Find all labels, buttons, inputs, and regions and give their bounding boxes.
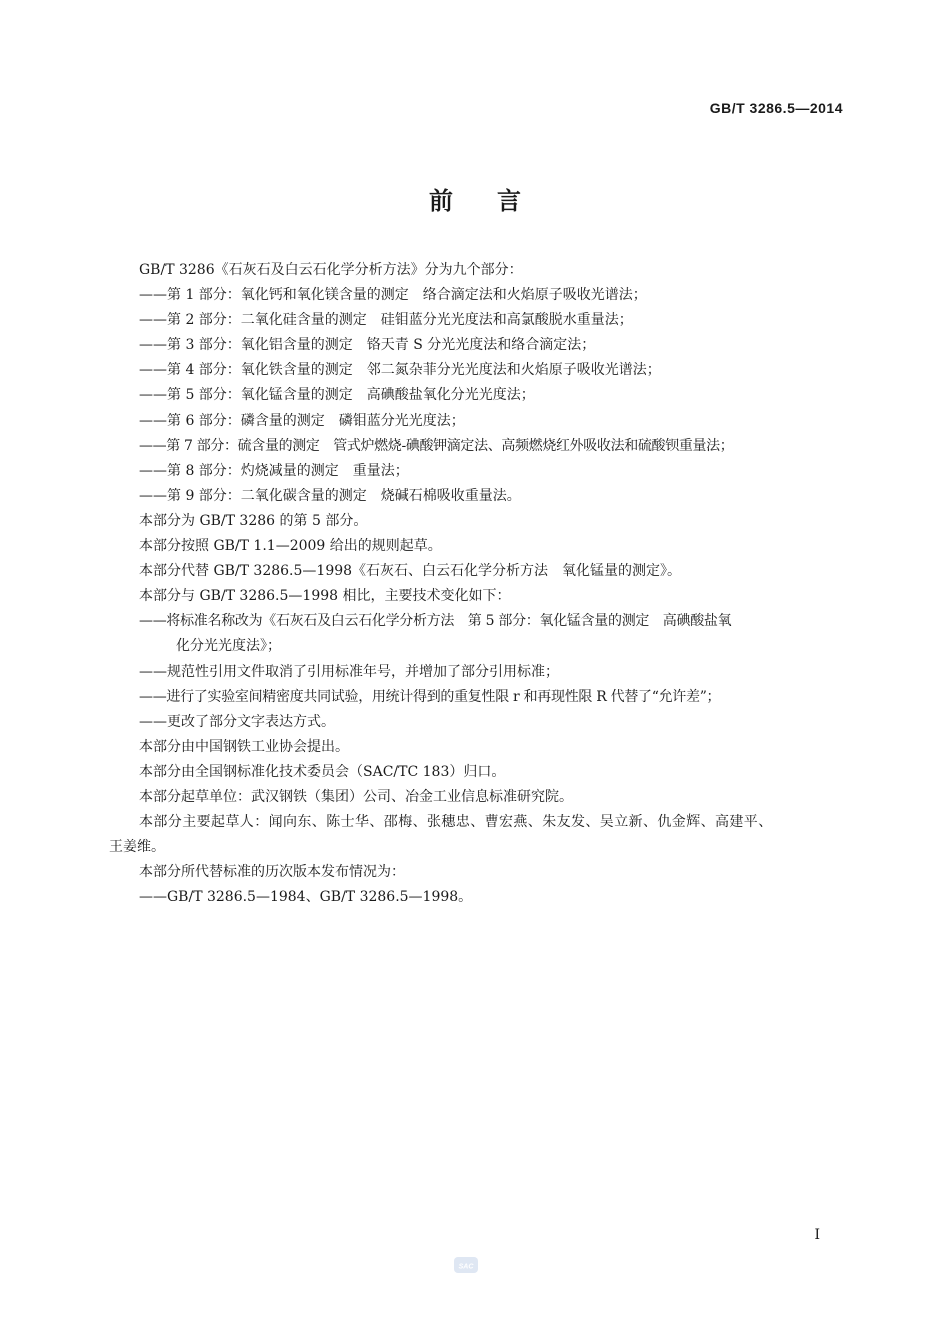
- part-list-item: ——第 2 部分：二氧化硅含量的测定 硅钼蓝分光光度法和高氯酸脱水重量法；: [139, 312, 633, 329]
- paragraph: 本部分由全国钢标准化技术委员会（SAC/TC 183）归口。: [139, 763, 506, 780]
- foreword-body: [109, 258, 847, 910]
- paragraph: 本部分与 GB/T 3286.5—1998 相比，主要技术变化如下：: [139, 588, 511, 605]
- part-list-item: ——第 5 部分：氧化锰含量的测定 高碘酸盐氧化分光光度法；: [139, 387, 535, 404]
- paragraph: 本部分代替 GB/T 3286.5—1998《石灰石、白云石化学分析方法 氧化锰量的测定》。: [139, 563, 682, 580]
- part-list-item: ——第 1 部分：氧化钙和氧化镁含量的测定 络合滴定法和火焰原子吸收光谱法；: [139, 287, 647, 304]
- change-list-item: ——进行了实验室间精密度共同试验，用统计得到的重复性限 r 和再现性限 R 代替了“允许差”；: [139, 688, 721, 705]
- page-number: I: [814, 1227, 820, 1243]
- change-list-item-continued: 化分光光度法》；: [176, 638, 281, 655]
- sac-logo-icon: [453, 1254, 479, 1276]
- part-list-item: ——第 9 部分：二氧化碳含量的测定 烧碱石棉吸收重量法。: [139, 487, 521, 504]
- standard-number: GB/T 3286.5—2014: [709, 100, 843, 116]
- drafters-paragraph-continued: 王姜维。: [109, 839, 165, 856]
- paragraph: 本部分按照 GB/T 1.1—2009 给出的规则起草。: [139, 538, 442, 555]
- part-list-item: ——第 6 部分：磷含量的测定 磷钼蓝分光光度法；: [139, 412, 465, 429]
- drafters-paragraph: 本部分主要起草人：闻向东、陈士华、邵梅、张穗忠、曹宏燕、朱友发、吴立新、仇金辉、高建平、: [139, 814, 773, 831]
- paragraph: 本部分为 GB/T 3286 的第 5 部分。: [139, 512, 368, 529]
- version-history-item: ——GB/T 3286.5—1984、GB/T 3286.5—1998。: [139, 889, 473, 906]
- paragraph: 本部分起草单位：武汉钢铁（集团）公司、冶金工业信息标准研究院。: [139, 788, 573, 805]
- part-list-item: ——第 4 部分：氧化铁含量的测定 邻二氮杂菲分光光度法和火焰原子吸收光谱法；: [139, 362, 661, 379]
- paragraph: 本部分由中国钢铁工业协会提出。: [139, 738, 349, 755]
- change-list-item: ——更改了部分文字表达方式。: [139, 713, 335, 730]
- part-list-item: ——第 3 部分：氧化铝含量的测定 铬天青 S 分光光度法和络合滴定法；: [139, 337, 596, 354]
- change-list-item: ——规范性引用文件取消了引用标准年号，并增加了部分引用标准；: [139, 663, 559, 680]
- change-list-item: ——将标准名称改为《石灰石及白云石化学分析方法 第 5 部分：氧化锰含量的测定 高碘酸盐氧: [139, 613, 732, 630]
- part-list-item: ——第 7 部分：硫含量的测定 管式炉燃烧-碘酸钾滴定法、高频燃烧红外吸收法和硫酸钡重量法；: [139, 437, 734, 454]
- part-list-item: ——第 8 部分：灼烧减量的测定 重量法；: [139, 462, 409, 479]
- page-title: 前言: [429, 186, 565, 215]
- svg-text:SAC: SAC: [458, 1263, 474, 1271]
- intro-paragraph: GB/T 3286《石灰石及白云石化学分析方法》分为九个部分：: [139, 262, 523, 278]
- paragraph: 本部分所代替标准的历次版本发布情况为：: [139, 864, 405, 881]
